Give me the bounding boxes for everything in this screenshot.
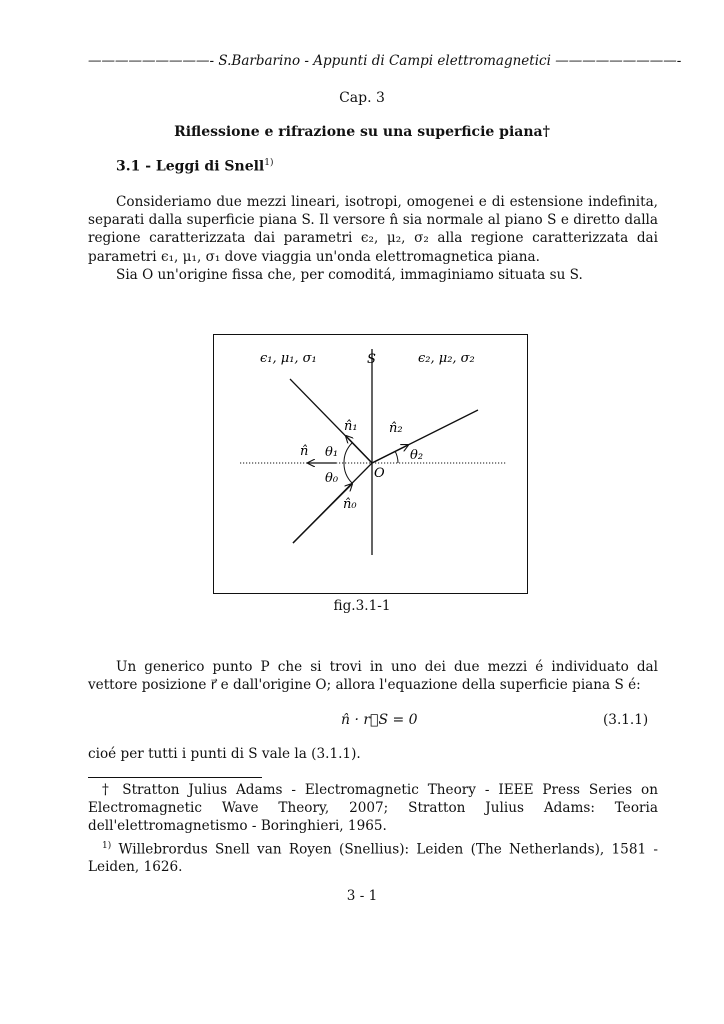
theta-2-label: θ₂ — [410, 448, 424, 463]
origin-o-label: O — [374, 466, 385, 481]
equation-3-1-1: n̂ · r⃗S = 0 — [341, 712, 418, 728]
n-hat-label: n̂ — [300, 444, 309, 459]
snell-diagram-svg — [214, 335, 527, 593]
footnote-ref-1: 1) — [264, 158, 274, 168]
footnote-1 — [88, 837, 658, 877]
intro-paragraph-1: Consideriamo due mezzi lineari, isotropi, omogenei e di estensione indefinita, separati dalla superficie piana S. Il versore n̂ sia normale al piano S e diretto dalla regione caratterizzata dai parametri ϵ₂, μ₂, σ₂ alla regione caratterizzata dai parametri ϵ₁, μ₁, σ₁ dove viaggia un'onda elettromagnetica piana. — [88, 194, 658, 265]
n-hat-0-label: n̂₀ — [343, 497, 357, 512]
footnote-1-marker: 1) — [102, 840, 112, 851]
footnote-dagger: † Stratton Julius Adams - Electromagnetic Theory - IEEE Press Series on Electromagnetic Wave Theory, 2007; Stratton Julius Adams: Teoria dell'elettromagnetismo - Boringhieri, 1965. — [88, 782, 658, 835]
after-equation-text: cioé per tutti i punti di S vale la (3.1.1). — [88, 746, 361, 762]
n-hat-1-label: n̂₁ — [344, 419, 358, 434]
figure-caption: fig.3.1-1 — [333, 598, 391, 614]
subsection-title — [116, 158, 274, 175]
body-paragraph-3: Un generico punto P che si trovi in uno dei due mezzi é individuato dal vettore posizione r⃗ e dall'origine O; allora l'equazione della superficie piana S é: — [88, 659, 658, 694]
theta-1-arc — [344, 443, 352, 463]
subsection-title-text: 3.1 - Leggi di Snell — [116, 158, 265, 175]
footnote-1-text: Willebrordus Snell van Royen (Snellius): Leiden (The Netherlands), 1581 - Leiden, 1626. — [88, 841, 658, 876]
medium-1-label: ϵ₁, μ₁, σ₁ — [260, 351, 317, 366]
footnote-rule — [88, 777, 262, 778]
running-header: —————————- S.Barbarino - Appunti di Campi elettromagnetici —————————- — [88, 53, 682, 69]
footnotes — [88, 781, 658, 878]
page-number: 3 - 1 — [346, 888, 378, 904]
snell-diagram — [213, 334, 528, 594]
intro-text — [88, 193, 658, 284]
theta-0-label: θ₀ — [325, 471, 339, 486]
theta-0-arc — [344, 463, 352, 483]
section-title: Riflessione e rifrazione su una superficie piana† — [174, 124, 550, 140]
body-text — [88, 658, 658, 694]
theta-1-label: θ₁ — [325, 445, 339, 460]
reflected-ray-arrow — [346, 436, 372, 463]
n-hat-2-label: n̂₂ — [389, 421, 403, 436]
medium-2-label: ϵ₂, μ₂, σ₂ — [418, 351, 475, 366]
intro-paragraph-2: Sia O un'origine fissa che, per comoditá, immaginiamo situata su S. — [116, 266, 583, 283]
surface-s-label: S — [367, 352, 376, 367]
incident-ray-arrow — [293, 484, 352, 543]
transmitted-ray-arrow — [372, 445, 408, 463]
theta-2-arc — [395, 451, 398, 463]
chapter-label: Cap. 3 — [339, 90, 385, 106]
equation-number: (3.1.1) — [603, 712, 649, 728]
